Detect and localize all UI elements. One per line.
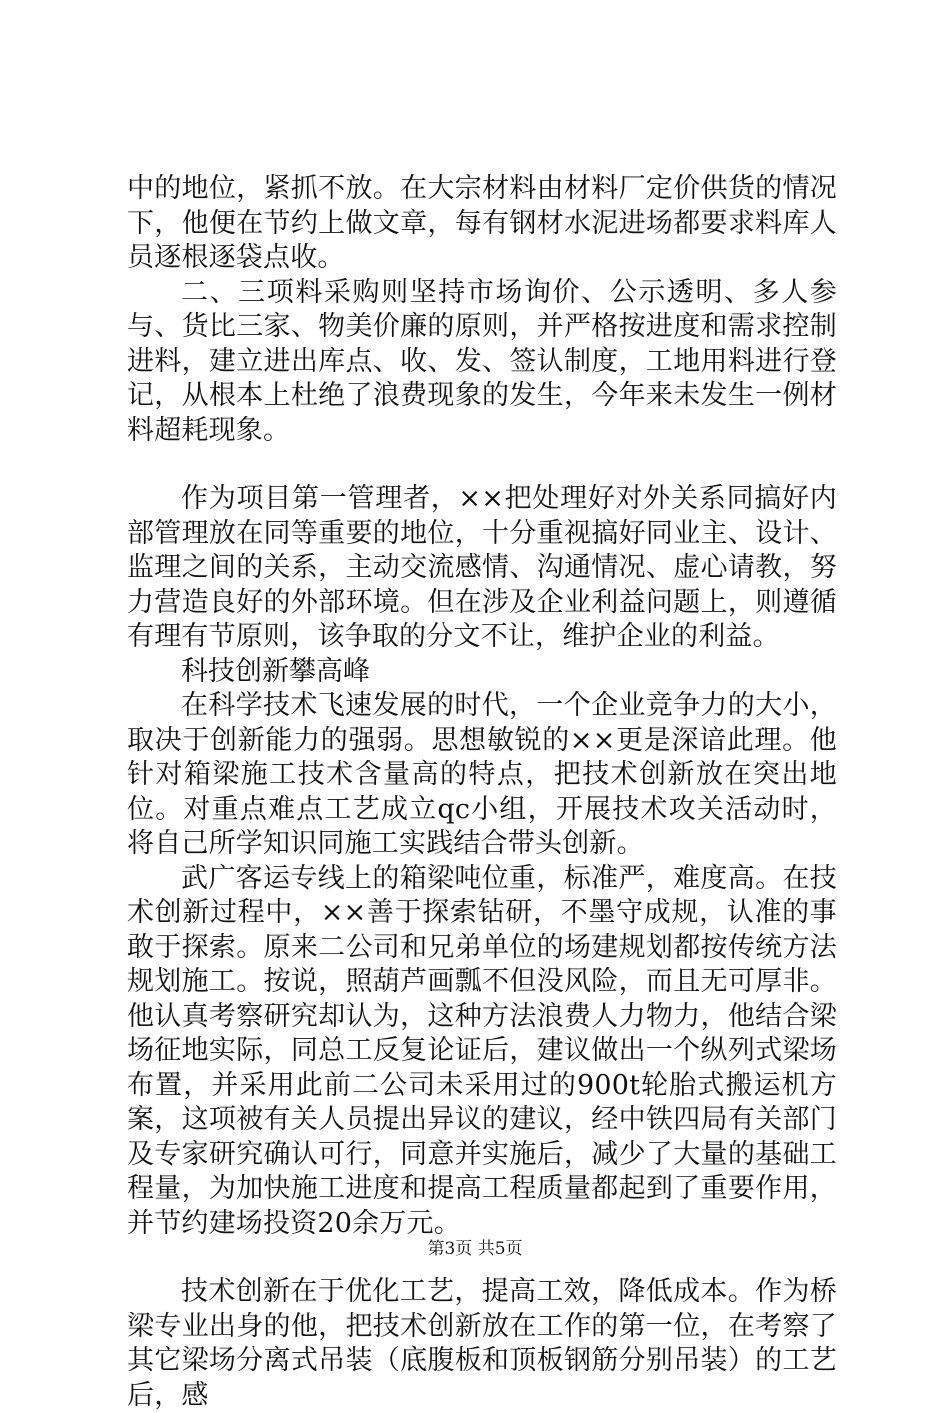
paragraph-innovation-intro: 在科学技术飞速发展的时代，一个企业竞争力的大小，取决于创新能力的强弱。思想敏锐的××更是深谙此理。他针对箱梁施工技术含量高的特点，把技术创新放在突出地位。对重点难点工艺成立qc小组，开展技术攻关活动时，将自己所学知识同施工实践结合带头创新。 bbox=[127, 690, 837, 859]
paragraph-process-optimization: 技术创新在于优化工艺，提高工效，降低成本。作为桥梁专业出身的他，把技术创新放在工作的第一位，在考察了其它梁场分离式吊装（底腹板和顶板钢筋分别吊装）的工艺后，感 bbox=[127, 1276, 837, 1411]
paragraph-continuation: 中的地位，紧抓不放。在大宗材料由材料厂定价供货的情况下，他便在节约上做文章，每有钢材水泥进场都要求料库人员逐根逐袋点收。 bbox=[127, 173, 837, 273]
paragraph-external-relations: 作为项目第一管理者，××把处理好对外关系同搞好内部管理放在同等重要的地位，十分重视搞好同业主、设计、监理之间的关系，主动交流感情、沟通情况、虚心请教，努力营造良好的外部环境。但在涉及企业利益问题上，则遵循有理有节原则，该争取的分文不让，维护企业的利益。 bbox=[127, 483, 837, 652]
page-footer: 第3页 共5页 bbox=[427, 1239, 523, 1259]
document-body bbox=[127, 172, 837, 1413]
paragraph-box-girder: 武广客运专线上的箱梁吨位重，标准严，难度高。在技术创新过程中，××善于探索钻研，不墨守成规，认准的事敢于探索。原来二公司和兄弟单位的场建规划都按传统方法规划施工。按说，照葫芦画瓢不但没风险，而且无可厚非。他认真考察研究却认为，这种方法浪费人力物力，他结合梁场征地实际，同总工反复论证后，建议做出一个纵列式梁场布置，并采用此前二公司未采用过的900t轮胎式搬运机方案，这项被有关人员提出异议的建议，经中铁四局有关部门及专家研究确认可行，同意并实施后，减少了大量的基础工程量，为加快施工进度和提高工程质量都起到了重要作用，并节约建场投资20余万元。 bbox=[127, 862, 837, 1239]
section-heading: 科技创新攀高峰 bbox=[181, 655, 370, 687]
paragraph-procurement: 二、三项料采购则坚持市场询价、公示透明、多人参与、货比三家、物美价廉的原则，并严格按进度和需求控制进料，建立进出库点、收、发、签认制度，工地用料进行登记，从根本上杜绝了浪费现象的发生，今年来未发生一例材料超耗现象。 bbox=[127, 276, 837, 446]
